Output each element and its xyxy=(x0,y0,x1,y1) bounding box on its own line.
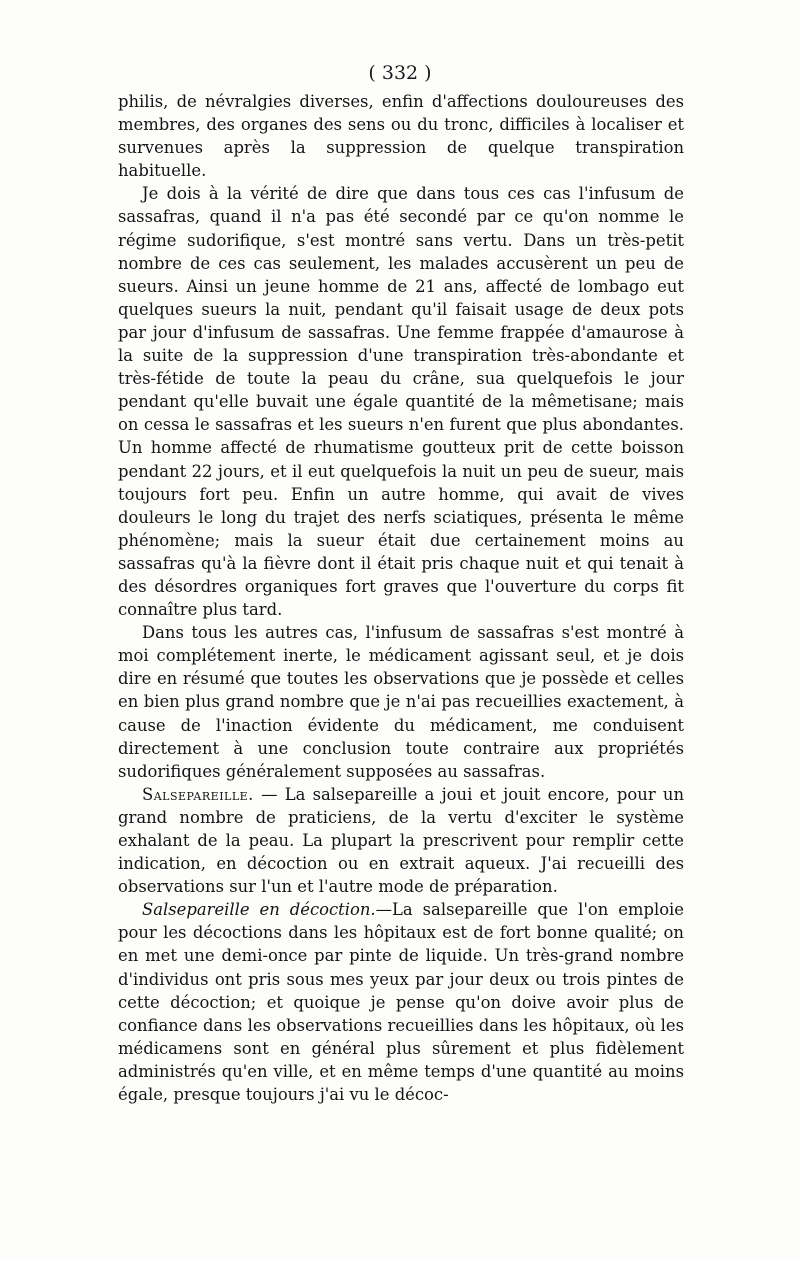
body-text xyxy=(118,90,684,1106)
paragraph-continuation: philis, de névralgies diverses, enfin d'affections douloureuses des membres, des organes des sens ou du tronc, difficiles à localiser et survenues après la suppression de quelque transpiration habituelle. xyxy=(118,92,684,181)
paragraph-sassafras-observations: Je dois à la vérité de dire que dans tous ces cas l'infusum de sassafras, quand il n'a pas été secondé par ce qu'on nomme le régime sudorifique, s'est montré sans vertu. Dans un très-petit nombre de ces cas seulement, les malades accusèrent un peu de sueurs. Ainsi un jeune homme de 21 ans, affecté de lombago eut quelques sueurs la nuit, pendant qu'il faisait usage de deux pots par jour d'infusum de sassafras. Une femme frappée d'amaurose à la suite de la suppression d'une transpiration très-abondante et très-fétide de toute la peau du crâne, sua quelquefois le jour pendant qu'elle buvait une égale quantité de la mêmetisane; mais on cessa le sassafras et les sueurs n'en furent que plus abondantes. Un homme affecté de rhumatisme goutteux prit de cette boisson pendant 22 jours, et il eut quelquefois la nuit un peu de sueur, mais toujours fort peu. Enfin un autre homme, qui avait de vives douleurs le long du trajet des nerfs sciatiques, présenta le même phénomène; mais la sueur était due certainement moins au sassafras qu'à la fièvre dont il était pris chaque nuit et qui tenait à des désordres organiques fort graves que l'ouverture du corps fit connaître plus tard. xyxy=(118,184,684,620)
paragraph-sassafras-conclusion: Dans tous les autres cas, l'infusum de sassafras s'est montré à moi complétement inerte, le médicament agissant seul, et je dois dire en résumé que toutes les observations que je possède et celles en bien plus grand nombre que je n'ai pas recueillies exactement, à cause de l'inaction évidente du médicament, me conduisent directement à une conclusion toute contraire aux propriétés sudorifiques généralement supposées au sassafras. xyxy=(118,623,684,781)
section-heading-salsepareille: Salsepareille. xyxy=(142,784,254,804)
page-number: ( 332 ) xyxy=(368,62,432,84)
paragraph-decoction-text: —La salsepareille que l'on emploie pour les décoctions dans les hôpitaux est de fort bonne qualité; on en met une demi-once par pinte de liquide. Un très-grand nombre d'individus ont pris sous mes yeux par jour deux ou trois pintes de cette décoction; et quoique je pense qu'on doive avoir plus de confiance dans les observations recueillies dans les hôpitaux, où les médicamens sont en général plus sûrement et plus fidèlement administrés qu'en ville, et en même temps d'une quantité au moins égale, presque toujours j'ai vu le décoc- xyxy=(118,900,684,1105)
paragraph-salsepareille xyxy=(118,783,684,898)
paragraph-salsepareille-text: — La salsepareille a joui et jouit encore, pour un grand nombre de praticiens, de la vertu d'exciter le système exhalant de la peau. La plupart la prescrivent pour remplir cette indication, en décoction ou en extrait aqueux. J'ai recueilli des observations sur l'un et l'autre mode de préparation. xyxy=(118,784,684,897)
section-heading-decoction: Salsepareille en décoction. xyxy=(142,900,376,920)
paragraph-salsepareille-decoction xyxy=(118,898,684,1106)
